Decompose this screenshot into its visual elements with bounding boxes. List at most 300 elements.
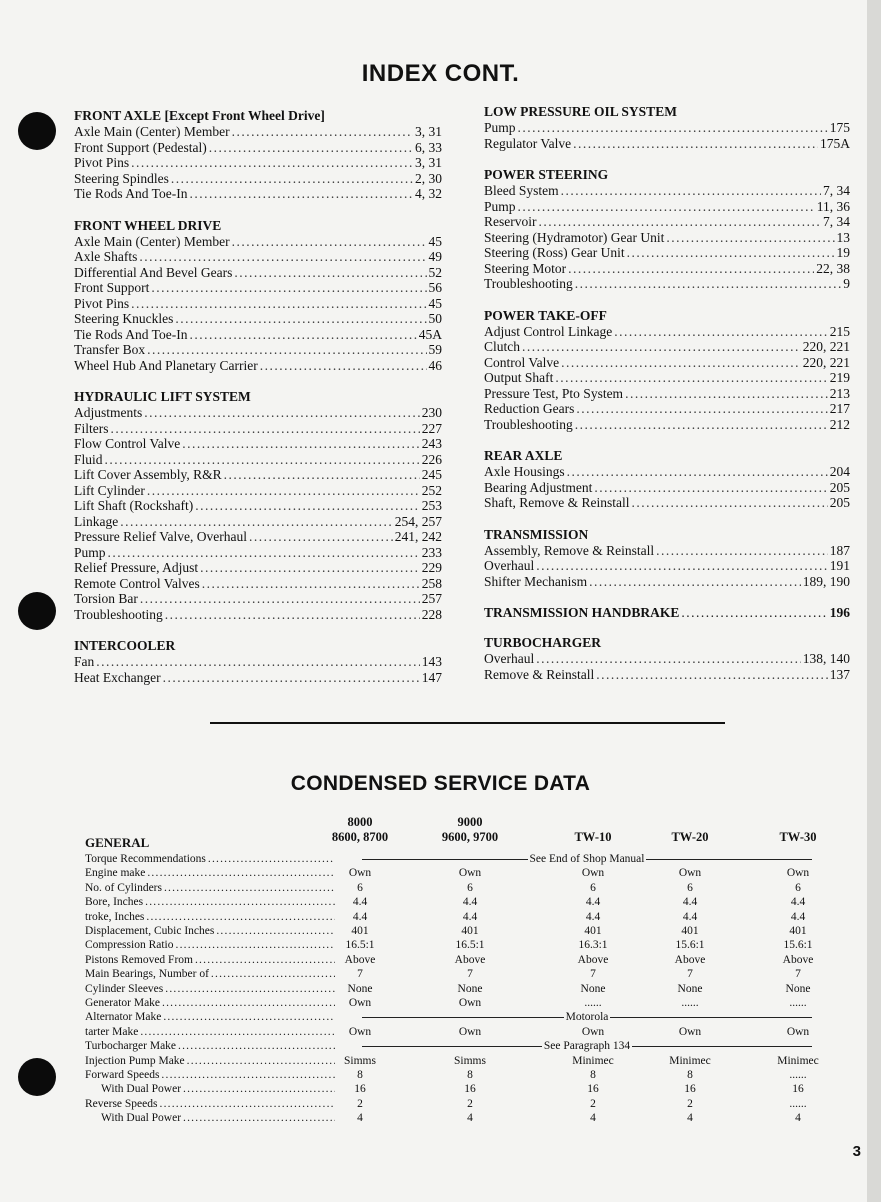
spec-value: Above	[454, 953, 486, 966]
index-entry	[74, 545, 442, 561]
index-entry-label: Axle Main (Center) Member	[74, 124, 230, 139]
spec-label	[85, 1068, 335, 1082]
model-column-header	[310, 815, 410, 845]
leader-dots	[145, 895, 335, 909]
spec-value: 6	[467, 881, 473, 894]
spec-label-text: Cylinder Sleeves	[85, 982, 164, 995]
spec-label-text: troke, Inches	[85, 910, 145, 923]
spec-label-text: With Dual Power	[101, 1112, 182, 1125]
general-heading: GENERAL	[85, 835, 150, 850]
index-entry-label: Tie Rods And Toe-In	[74, 326, 188, 342]
spec-label	[85, 910, 335, 924]
leader-dots	[232, 124, 413, 140]
leader-dots	[232, 234, 427, 250]
leader-dots	[568, 261, 814, 277]
index-entry-label: Linkage	[74, 513, 119, 529]
index-entry	[74, 670, 442, 686]
index-page-ref: 212	[829, 416, 850, 432]
index-entry	[74, 140, 442, 156]
index-page-ref: 138, 140	[802, 651, 850, 666]
leader-dots	[200, 560, 420, 576]
spec-value: Above	[344, 953, 376, 966]
leader-dots	[161, 1068, 335, 1082]
spec-value: ......	[789, 997, 807, 1009]
index-entry	[484, 495, 850, 511]
index-page-ref: 220, 221	[802, 339, 850, 354]
spec-value: Own	[458, 867, 482, 880]
spec-value: 16	[587, 1083, 599, 1096]
spec-label	[85, 895, 335, 909]
index-entry-label: Filters	[74, 420, 109, 436]
model-header-line2: 8600, 8700	[331, 830, 389, 844]
leader-dots	[160, 1097, 336, 1111]
index-entry	[74, 467, 442, 483]
index-entry	[74, 186, 442, 202]
index-section-title: TRANSMISSION	[484, 526, 589, 542]
index-page-ref: 13	[836, 229, 850, 245]
model-header-line2: 9600, 9700	[441, 830, 499, 844]
spec-label-text: Bore, Inches	[85, 896, 144, 909]
leader-dots	[178, 1039, 335, 1053]
spec-label	[85, 852, 335, 866]
spec-label	[85, 953, 335, 967]
index-section-title: REAR AXLE	[484, 448, 563, 463]
model-column-header	[640, 815, 740, 845]
index-entry	[484, 214, 850, 230]
spec-value: Own	[348, 997, 372, 1009]
index-entry	[484, 558, 850, 574]
leader-dots	[561, 183, 821, 199]
index-entry-label: Front Support	[74, 280, 150, 295]
leader-dots	[146, 910, 335, 924]
index-page-ref: 228	[421, 606, 442, 622]
spec-label	[85, 1025, 335, 1039]
span-text: See End of Shop Manual	[529, 853, 645, 865]
spec-value: Own	[348, 867, 372, 880]
spec-value: None	[580, 982, 606, 995]
index-page-ref: 230	[421, 405, 442, 420]
spec-value: 8	[357, 1069, 363, 1081]
index-entry	[484, 120, 850, 136]
spec-label	[85, 982, 335, 996]
index-entry-label: Remove & Reinstall	[484, 666, 595, 682]
index-entry-label: Overhaul	[484, 558, 535, 573]
spec-value: 401	[351, 925, 369, 937]
index-entry	[74, 124, 442, 140]
spec-value: Simms	[344, 1054, 376, 1067]
index-page-ref: 4, 32	[415, 186, 442, 201]
spec-value: 16	[354, 1083, 366, 1096]
index-entry-label: Reduction Gears	[484, 401, 575, 416]
index-page-ref: 45	[428, 295, 442, 311]
spec-value: 4.4	[462, 910, 478, 923]
spec-label	[85, 1010, 335, 1024]
index-entry-label: Steering (Ross) Gear Unit	[484, 245, 625, 260]
spec-value: Above	[577, 953, 609, 966]
leader-dots	[536, 558, 828, 574]
index-entry-label: Axle Main (Center) Member	[74, 233, 230, 249]
index-entry	[74, 342, 442, 358]
index-section-title: LOW PRESSURE OIL SYSTEM	[484, 104, 677, 119]
leader-dots	[594, 480, 827, 496]
spec-value: 4	[590, 1112, 596, 1125]
index-entry-label: Wheel Hub And Planetary Carrier	[74, 357, 258, 373]
leader-dots	[108, 545, 420, 561]
spec-label	[85, 1111, 335, 1125]
index-page-ref: 196	[829, 605, 850, 620]
spec-label	[85, 1054, 335, 1068]
index-page-ref: 227	[421, 420, 442, 436]
index-section	[74, 638, 442, 685]
index-section-title: TRANSMISSION HANDBRAKE	[484, 605, 680, 620]
leader-dots	[195, 498, 420, 514]
leader-dots	[208, 852, 335, 866]
index-entry	[74, 311, 442, 327]
section-divider	[210, 722, 725, 724]
model-header-line1: 8000	[347, 815, 373, 829]
index-page-ref: 9	[843, 276, 850, 291]
index-page-ref: 50	[428, 311, 442, 326]
index-entry	[74, 514, 442, 530]
spec-label-text: tarter Make	[85, 1025, 139, 1038]
spec-value: 4.4	[790, 896, 806, 909]
index-entry	[484, 543, 850, 559]
spec-value: Minimec	[669, 1054, 711, 1067]
index-entry-label: Pump	[484, 198, 516, 214]
spec-value: 8	[467, 1069, 473, 1081]
index-entry-label: Lift Cylinder	[74, 482, 145, 498]
index-entry-label: Regulator Valve	[484, 135, 572, 151]
index-entry-label: Bearing Adjustment	[484, 479, 593, 495]
index-page-ref: 205	[829, 495, 850, 510]
index-entry	[484, 276, 850, 292]
leader-dots	[209, 140, 413, 156]
spec-value: 4.4	[352, 896, 368, 909]
spec-value: 2	[590, 1097, 596, 1110]
index-section	[484, 527, 850, 590]
leader-dots	[165, 607, 420, 623]
index-page-ref: 213	[829, 385, 850, 401]
spec-label-text: Injection Pump Make	[85, 1054, 185, 1067]
spanning-value	[362, 1039, 812, 1053]
leader-dots	[666, 230, 834, 246]
spec-label-text: Compression Ratio	[85, 939, 174, 952]
index-entry	[74, 498, 442, 514]
index-page-ref: 45A	[418, 326, 442, 342]
spec-label	[85, 967, 335, 981]
spec-label	[85, 1097, 335, 1111]
index-entry	[484, 480, 850, 496]
leader-dots	[518, 199, 815, 215]
index-entry-label: Front Support (Pedestal)	[74, 139, 207, 155]
model-column-header	[420, 815, 520, 845]
index-entry-label: Fluid	[74, 451, 103, 467]
index-section	[74, 108, 442, 202]
index-section-title: HYDRAULIC LIFT SYSTEM	[74, 389, 251, 404]
leader-dots	[96, 654, 420, 670]
leader-dots	[189, 327, 416, 343]
index-page-ref: 175A	[820, 135, 850, 151]
spec-value: 401	[681, 925, 699, 937]
leader-dots	[171, 171, 413, 187]
index-entry	[74, 358, 442, 374]
index-entry	[74, 421, 442, 437]
index-page-ref: 147	[421, 669, 442, 685]
index-page-ref: 243	[421, 436, 442, 451]
index-entry	[484, 183, 850, 199]
index-entry-label: Control Valve	[484, 354, 560, 370]
leader-dots	[631, 495, 827, 511]
index-page-ref: 175	[829, 120, 850, 135]
index-entry-label: Pump	[74, 544, 106, 560]
index-entry-label: Output Shaft	[484, 370, 554, 385]
index-page-ref: 52	[428, 264, 442, 280]
index-entry	[74, 234, 442, 250]
spec-value: None	[677, 982, 703, 995]
index-entry-label: Reservoir	[484, 214, 537, 229]
spec-value: 6	[590, 881, 596, 894]
model-header-line2: TW-10	[574, 830, 612, 844]
spec-value: 8	[590, 1069, 596, 1081]
index-entry-label: Tie Rods And Toe-In	[74, 186, 188, 201]
index-entry	[74, 327, 442, 343]
leader-dots	[189, 186, 413, 202]
leader-dots	[589, 574, 801, 590]
index-page-ref: 49	[428, 249, 442, 264]
spec-label-text: Main Bearings, Number of	[85, 968, 209, 981]
model-header-line1	[543, 815, 643, 830]
leader-dots	[536, 651, 801, 667]
index-entry-label: Shaft, Remove & Reinstall	[484, 495, 630, 510]
leader-dots	[596, 667, 828, 683]
span-text: Motorola	[565, 1011, 609, 1024]
leader-dots	[656, 543, 828, 559]
index-page-ref: 7, 34	[823, 183, 850, 198]
index-page-ref: 241, 242	[394, 529, 442, 544]
model-column-header	[543, 815, 643, 845]
index-page-ref: 258	[421, 575, 442, 591]
index-entry	[484, 230, 850, 246]
index-section	[484, 605, 850, 621]
spec-value: 2	[357, 1097, 363, 1110]
index-entry	[74, 529, 442, 545]
index-entry	[484, 417, 850, 433]
index-entry	[484, 651, 850, 667]
index-entry	[74, 436, 442, 452]
spec-value: 4.4	[790, 910, 806, 923]
spec-label-text: Reverse Speeds	[85, 1097, 158, 1110]
spec-value: 401	[789, 925, 807, 937]
spec-value: 4	[357, 1112, 363, 1125]
index-section	[484, 635, 850, 682]
index-page-ref: 204	[829, 464, 850, 479]
leader-dots	[614, 324, 828, 340]
index-page-ref: 7, 34	[823, 214, 850, 229]
spec-label-text: Turbocharger Make	[85, 1040, 177, 1053]
leader-dots	[163, 670, 420, 686]
spec-value: Own	[581, 867, 605, 880]
index-entry-label: Steering Spindles	[74, 170, 169, 186]
index-entry	[484, 199, 850, 215]
index-page-ref: 187	[829, 542, 850, 558]
spec-value: 4	[467, 1112, 473, 1125]
spec-label	[85, 938, 335, 952]
index-section-title: POWER TAKE-OFF	[484, 307, 607, 323]
index-section-title: TURBOCHARGER	[484, 635, 602, 650]
index-page-ref: 257	[421, 591, 442, 606]
index-entry-label: Troubleshooting	[484, 416, 573, 432]
index-page-ref: 226	[421, 451, 442, 467]
spec-value: Own	[458, 997, 482, 1009]
index-right-column	[484, 104, 850, 682]
index-section-title: INTERCOOLER	[74, 638, 176, 653]
index-entry-label: Steering Motor	[484, 260, 567, 276]
index-entry-label: Remote Control Valves	[74, 575, 200, 591]
spec-value: 15.6:1	[783, 939, 813, 952]
spec-value: Own	[786, 1025, 810, 1038]
index-entry-label: Relief Pressure, Adjust	[74, 560, 199, 575]
leader-dots	[140, 1025, 335, 1039]
leader-dots	[538, 214, 821, 230]
index-section-title: FRONT AXLE [Except Front Wheel Drive]	[74, 108, 325, 123]
index-title: INDEX CONT.	[361, 60, 520, 87]
leader-dots	[147, 866, 335, 880]
index-page-ref: 191	[829, 558, 850, 573]
spec-value: 16.5:1	[455, 939, 485, 952]
index-page-ref: 252	[421, 482, 442, 498]
spanning-value	[362, 1010, 812, 1024]
spec-value: 7	[590, 968, 596, 981]
index-page-ref: 205	[829, 479, 850, 495]
index-entry	[74, 280, 442, 296]
spec-label	[85, 1039, 335, 1053]
spec-value: 16.5:1	[345, 939, 375, 952]
binder-hole	[18, 592, 56, 630]
spec-value: Own	[786, 867, 810, 880]
index-entry-label: Lift Cover Assembly, R&R	[74, 467, 222, 482]
index-entry	[74, 171, 442, 187]
leader-dots	[522, 339, 801, 355]
spec-value: 7	[357, 968, 363, 981]
index-page-ref: 11, 36	[816, 198, 850, 214]
spec-value: 8	[687, 1069, 693, 1081]
leader-dots	[555, 370, 827, 386]
index-entry-label: Steering Knuckles	[74, 311, 174, 326]
leader-dots	[131, 296, 426, 312]
index-entry	[74, 452, 442, 468]
leader-dots	[139, 249, 426, 265]
model-column-header	[748, 815, 848, 845]
binder-hole	[18, 1058, 56, 1096]
leader-dots	[575, 417, 828, 433]
index-page-ref: 215	[829, 323, 850, 339]
spec-value: Own	[458, 1025, 482, 1038]
spec-value: ......	[789, 1097, 807, 1110]
spec-label-text: Forward Speeds	[85, 1069, 160, 1081]
index-section-title: FRONT WHEEL DRIVE	[74, 217, 222, 233]
index-entry-label: Pressure Relief Valve, Overhaul	[74, 529, 247, 544]
index-section	[484, 104, 850, 151]
index-page-ref: 217	[829, 401, 850, 416]
index-page-ref: 46	[428, 357, 442, 373]
spec-value: Above	[674, 953, 706, 966]
spec-value: None	[457, 982, 483, 995]
spec-value: Own	[581, 1025, 605, 1038]
leader-dots	[575, 276, 841, 292]
index-page-ref: 3, 31	[415, 124, 442, 139]
spec-value: Own	[348, 1025, 372, 1038]
leader-dots	[144, 405, 419, 421]
index-entry	[484, 355, 850, 371]
index-page-ref: 254, 257	[394, 513, 442, 529]
leader-dots	[518, 120, 828, 136]
index-page-ref: 245	[421, 467, 442, 482]
index-entry	[74, 607, 442, 623]
index-entry-label: Transfer Box	[74, 342, 146, 357]
spec-value: Own	[678, 1025, 702, 1038]
spec-value: 4.4	[682, 910, 698, 923]
index-entry	[484, 574, 850, 590]
index-page-ref: 220, 221	[802, 354, 850, 370]
index-entry	[484, 261, 850, 277]
leader-dots	[202, 576, 420, 592]
spec-value: 4.4	[352, 910, 368, 923]
leader-dots	[131, 155, 413, 171]
spec-label-text: Displacement, Cubic Inches	[85, 925, 215, 937]
index-page-ref: 19	[836, 245, 850, 260]
leader-dots	[105, 452, 420, 468]
spec-value: 401	[461, 925, 479, 937]
spec-value: 4.4	[585, 910, 601, 923]
leader-dots	[567, 464, 828, 480]
spec-value: 2	[467, 1097, 473, 1110]
index-section	[484, 308, 850, 433]
spec-label	[85, 996, 335, 1010]
index-page-ref: 189, 190	[802, 573, 850, 589]
leader-dots	[163, 1010, 335, 1024]
index-section-single	[484, 605, 850, 621]
index-entry	[74, 405, 442, 421]
spec-label	[85, 1082, 335, 1096]
index-entry	[74, 560, 442, 576]
index-page-ref: 253	[421, 498, 442, 513]
spec-value: 4.4	[462, 896, 478, 909]
span-text-wrap	[362, 852, 812, 866]
leader-dots	[120, 514, 393, 530]
leader-dots	[111, 421, 420, 437]
model-header-line1: 9000	[457, 815, 483, 829]
index-entry	[484, 401, 850, 417]
leader-dots	[260, 358, 427, 374]
index-section	[74, 389, 442, 622]
spec-value: Minimec	[572, 1054, 614, 1067]
page-edge	[867, 0, 881, 1202]
spec-label	[85, 924, 335, 938]
index-entry-label: Flow Control Valve	[74, 436, 181, 451]
index-section	[74, 218, 442, 374]
spec-value: 2	[687, 1097, 693, 1110]
leader-dots	[224, 467, 420, 483]
model-header-line1	[748, 815, 848, 830]
index-entry	[74, 265, 442, 281]
index-entry	[484, 245, 850, 261]
spec-value: None	[785, 982, 811, 995]
index-entry	[484, 136, 850, 152]
index-entry-label: Pump	[484, 120, 516, 135]
leader-dots	[175, 311, 426, 327]
index-page-ref: 6, 33	[415, 139, 442, 155]
condensed-service-data-title: CONDENSED SERVICE DATA	[290, 772, 591, 795]
